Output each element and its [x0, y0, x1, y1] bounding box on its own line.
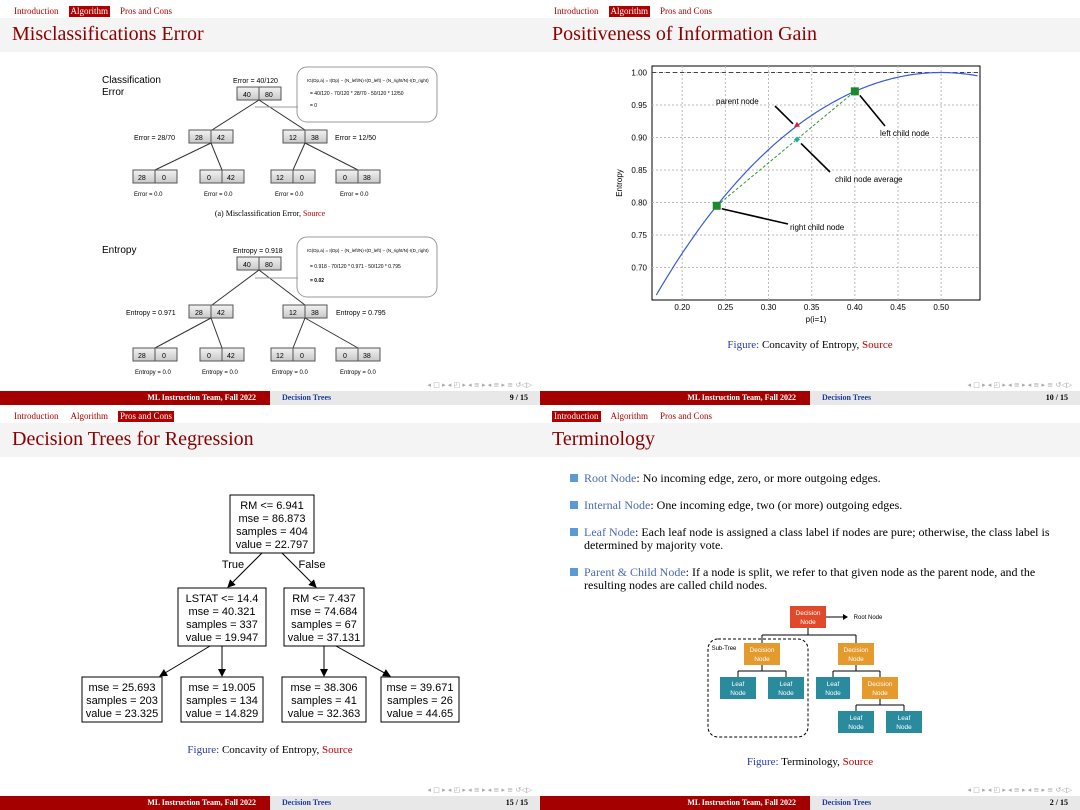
en-r-b: 38	[311, 310, 319, 317]
annot-right-child: right child node	[790, 223, 845, 232]
beamer-nav-symbols[interactable]: ◂ □ ▸ ◂ ◰ ▸ ◂ ≡ ▸ ◂ ≡ ▸ ≡ ↺◁▷	[967, 786, 1072, 794]
en-leaf1-a: 28	[138, 353, 146, 360]
y-tick-label: 0.80	[631, 198, 647, 208]
footer-topic: Decision Trees	[282, 393, 332, 402]
en-leaf2-a: 0	[207, 353, 211, 360]
slide-footer	[0, 796, 540, 810]
nav-algorithm[interactable]: Algorithm	[70, 5, 108, 16]
ce-formula-2: = 0	[310, 103, 318, 109]
ce-leaf3-err: Error = 0.0	[275, 192, 304, 198]
title-bar	[0, 18, 540, 52]
beamer-nav-symbols[interactable]: ◂ □ ▸ ◂ ◰ ▸ ◂ ≡ ▸ ◂ ≡ ▸ ≡ ↺◁▷	[427, 786, 532, 794]
nav-pros-cons[interactable]: Pros and Cons	[120, 5, 173, 16]
footer-topic: Decision Trees	[282, 798, 332, 807]
x-tick-label: 0.50	[933, 303, 949, 312]
y-tick-label: 1.00	[631, 68, 647, 78]
slide-nav	[552, 410, 714, 422]
ce-leaf2-err: Error = 0.0	[204, 192, 233, 198]
ce-r-a: 12	[289, 135, 297, 142]
leaf3-line-2: samples = 41	[291, 695, 357, 707]
leaf4-t2: Node	[848, 724, 864, 731]
leaf4-line-3: value = 44.65	[386, 708, 454, 720]
ce-label-1: Classification	[102, 75, 161, 86]
en-leaf3-b: 0	[300, 353, 304, 360]
nav-introduction[interactable]: Introduction	[554, 410, 599, 421]
root-line-1: RM <= 6.941	[240, 500, 304, 512]
en-leaf2-err: Entropy = 0.0	[202, 370, 238, 376]
leaf3-t2: Node	[825, 690, 841, 697]
leaf1-line-2: samples = 203	[86, 695, 158, 707]
leaf2-t2: Node	[778, 690, 794, 697]
y-tick-label: 0.75	[631, 231, 647, 240]
slide-title: Positiveness of Information Gain	[552, 23, 817, 45]
right-line-4: value = 37.131	[287, 632, 361, 644]
ce-leaf1-err: Error = 0.0	[134, 192, 163, 198]
beamer-nav-symbols[interactable]: ◂ □ ▸ ◂ ◰ ▸ ◂ ≡ ▸ ◂ ≡ ▸ ≡ ↺◁▷	[967, 381, 1072, 389]
annot-parent: parent node	[716, 97, 759, 106]
term-value: No incoming edge, zero, or more outgoing edges.	[642, 471, 881, 485]
y-tick-label: 0.85	[631, 166, 647, 175]
slide-nav	[12, 410, 174, 422]
leaf3-line-1: mse = 38.306	[290, 682, 358, 694]
ce-root-err: Error = 40/120	[233, 78, 278, 85]
title-bar	[540, 423, 1080, 457]
terminology-diagram	[540, 603, 1080, 743]
left-line-3: samples = 337	[186, 619, 258, 631]
ce-leaf1-b: 0	[162, 175, 166, 182]
chart-caption	[540, 339, 1080, 351]
term-key: Leaf Node	[584, 525, 635, 539]
x-tick-label: 0.35	[803, 303, 820, 312]
leaf3-t1: Leaf	[826, 681, 840, 688]
nav-algorithm[interactable]: Algorithm	[70, 410, 108, 421]
slide-terminology	[540, 405, 1080, 810]
leaf5-t2: Node	[896, 724, 912, 731]
nav-pros-cons[interactable]: Pros and Cons	[660, 5, 713, 16]
en-label: Entropy	[102, 245, 137, 256]
edge-false: False	[298, 559, 326, 571]
footer-topic: Decision Trees	[822, 393, 872, 402]
x-tick-label: 0.45	[890, 303, 906, 312]
leaf1-t1: Leaf	[731, 681, 745, 688]
nav-algorithm[interactable]: Algorithm	[610, 410, 648, 421]
y-axis-label: Entropy	[615, 169, 624, 197]
slide-nav	[12, 5, 174, 17]
caption-text: Concavity of Entropy,	[221, 744, 320, 756]
leaf5-t1: Leaf	[897, 715, 911, 722]
leaf3-line-3: value = 32.363	[287, 708, 361, 720]
caption-source[interactable]: Source	[862, 339, 893, 351]
caption-text: Terminology,	[781, 756, 840, 768]
slide-regression	[0, 405, 540, 810]
bullet-icon	[570, 501, 578, 509]
caption-text: Concavity of Entropy,	[761, 339, 860, 351]
root-dn-2: Node	[800, 619, 816, 626]
dn-left-2: Node	[754, 656, 770, 663]
term-key: Internal Node	[584, 498, 651, 512]
footer-page: 15 / 15	[505, 798, 528, 807]
subtree-label: Sub-Tree	[711, 646, 737, 652]
term-value: One incoming edge, two (or more) outgoing edges.	[656, 498, 903, 512]
slide-nav	[552, 5, 714, 17]
footer-author: ML Instruction Team, Fall 2022	[540, 391, 810, 405]
annot-left-child: left child node	[880, 129, 930, 138]
footer-page: 2 / 15	[1049, 798, 1068, 807]
en-leaf4-err: Entropy = 0.0	[340, 370, 376, 376]
slide-footer	[0, 391, 540, 405]
term-value: If a node is split, we refer to that given node as the parent node, and the resulting nodes are called child nodes.	[584, 565, 1036, 592]
en-root-a: 40	[243, 262, 251, 269]
ce-label-2: Error	[102, 87, 125, 98]
en-l-a: 28	[195, 310, 203, 317]
leaf2-t1: Leaf	[779, 681, 793, 688]
left-line-2: mse = 40.321	[188, 606, 256, 618]
ce-leaf3-a: 12	[276, 175, 284, 182]
dn-right-2: Node	[848, 656, 864, 663]
footer-author: ML Instruction Team, Fall 2022	[0, 391, 270, 405]
y-tick-label: 0.90	[631, 133, 647, 143]
en-leaf4-b: 38	[363, 353, 371, 360]
right-child-point	[713, 202, 721, 210]
ce-leaf4-a: 0	[343, 175, 347, 182]
x-tick-label: 0.40	[847, 303, 863, 312]
ce-root-b: 80	[265, 92, 273, 99]
right-line-3: samples = 67	[291, 619, 357, 631]
ce-l-a: 28	[195, 135, 203, 142]
left-line-4: value = 19.947	[185, 632, 259, 644]
leaf2-line-3: value = 14.829	[185, 708, 259, 720]
entropy-chart	[540, 60, 1080, 330]
plot-area	[652, 66, 980, 300]
regression-tree	[0, 490, 540, 730]
caption-source[interactable]: Source	[842, 756, 874, 768]
en-leaf1-b: 0	[162, 353, 166, 360]
leaf1-t2: Node	[730, 690, 746, 697]
ce-formula-1: = 40/120 - 70/120 * 28/70 - 50/120 * 12/50	[310, 91, 404, 97]
en-left-err: Entropy = 0.971	[126, 310, 176, 317]
ce-leaves	[133, 170, 380, 198]
bullet-icon	[570, 528, 578, 536]
en-leaf3-a: 12	[276, 353, 284, 360]
leaf2-line-1: mse = 19.005	[188, 682, 256, 694]
annot-child-avg: child node average	[835, 175, 903, 184]
slide-title: Misclassifications Error	[12, 23, 204, 45]
term-leaf-node: Leaf Node: Each leaf node is assigned a class label if nodes are pure; otherwise, the class label is determined by majority vote.	[570, 526, 1070, 552]
caption-source[interactable]: Source	[322, 744, 353, 756]
y-tick-label: 0.70	[631, 263, 647, 273]
bullet-icon	[570, 568, 578, 576]
en-root-b: 80	[265, 262, 273, 269]
dn-right-1: Decision	[843, 647, 869, 654]
x-axis-label: p(i=1)	[805, 315, 827, 324]
bullet-icon	[570, 474, 578, 482]
leaf4-t1: Leaf	[849, 715, 863, 722]
slide-title: Terminology	[552, 428, 656, 450]
leaf2-line-2: samples = 134	[186, 695, 258, 707]
en-root-err: Entropy = 0.918	[233, 248, 283, 255]
root-line-2: mse = 86.873	[238, 513, 306, 525]
slide-info-gain	[540, 0, 1080, 405]
footer-topic: Decision Trees	[822, 798, 872, 807]
en-right-err: Entropy = 0.795	[336, 310, 386, 317]
nav-introduction[interactable]: Introduction	[14, 5, 59, 16]
ce-leaf4-err: Error = 0.0	[340, 192, 369, 198]
en-r-a: 12	[289, 310, 297, 317]
en-leaf2-b: 42	[227, 353, 235, 360]
caption-figure: Figure:	[727, 339, 760, 351]
term-root-node: Root Node: No incoming edge, zero, or more outgoing edges.	[570, 472, 1070, 485]
x-tick-label: 0.20	[674, 303, 690, 312]
term-key: Parent & Child Node	[584, 565, 686, 579]
root-line-3: samples = 404	[236, 526, 308, 538]
left-child-point	[851, 87, 859, 95]
ce-leaf2-a: 0	[207, 175, 211, 182]
y-tick-label: 0.95	[631, 101, 647, 110]
term-value: Each leaf node is assigned a class label if nodes are pure; otherwise, the class label is determined by majority vote.	[584, 525, 1050, 552]
term-parent-child: Parent & Child Node: If a node is split, we refer to that given node as the parent node, and the resulting nodes are called child nodes.	[570, 566, 1070, 592]
ce-root-a: 40	[243, 92, 251, 99]
nav-pros-cons[interactable]: Pros and Cons	[660, 410, 713, 421]
en-formula-2: = 0.02	[310, 278, 325, 284]
ce-formula-head: IG(Dp,a) = I(Dp) − (N_left/N)·I(D_left) − (N_right/N)·I(D_right)	[307, 78, 429, 83]
left-line-1: LSTAT <= 14.4	[185, 593, 259, 605]
en-leaf4-a: 0	[343, 353, 347, 360]
root-line-4: value = 22.797	[235, 539, 309, 551]
leaf1-line-1: mse = 25.693	[88, 682, 156, 694]
title-bar	[540, 18, 1080, 52]
terminology-caption	[540, 756, 1080, 768]
term-key: Root Node	[584, 471, 637, 485]
caption-figure: Figure:	[187, 744, 220, 756]
nav-pros-cons[interactable]: Pros and Cons	[120, 410, 173, 421]
en-leaves	[133, 348, 380, 376]
slide-title: Decision Trees for Regression	[12, 428, 254, 450]
leaf1-line-3: value = 23.325	[85, 708, 159, 720]
ce-right-err: Error = 12/50	[335, 135, 377, 142]
edge-true: True	[221, 559, 245, 571]
right-line-2: mse = 74.684	[290, 606, 358, 618]
ce-leaf2-b: 42	[227, 175, 235, 182]
en-l-b: 42	[217, 310, 225, 317]
caption-figure: Figure:	[746, 756, 779, 768]
x-tick-label: 0.25	[717, 303, 734, 312]
ce-caption-text: (a) Misclassification Error,	[214, 209, 301, 218]
slide-footer	[540, 391, 1080, 405]
ce-leaf4-b: 38	[363, 175, 371, 182]
root-node-label: Root Node	[853, 615, 883, 621]
en-leaf3-err: Entropy = 0.0	[272, 370, 308, 376]
ce-caption	[0, 209, 540, 218]
ce-l-b: 42	[217, 135, 225, 142]
dn3-2: Node	[872, 690, 888, 697]
nav-introduction[interactable]: Introduction	[14, 410, 59, 421]
footer-page: 9 / 15	[509, 393, 528, 402]
tree-caption	[0, 744, 540, 756]
ce-caption-source[interactable]: Source	[302, 209, 326, 218]
footer-page: 10 / 15	[1045, 393, 1068, 402]
leaf4-line-1: mse = 39.671	[386, 682, 454, 694]
root-dn-1: Decision	[795, 610, 821, 617]
en-leaf1-err: Entropy = 0.0	[135, 370, 171, 376]
right-line-1: RM <= 7.437	[292, 593, 356, 605]
en-formula-head: IG(Dp,a) = I(Dp) − (N_left/N)·I(D_left) − (N_right/N)·I(D_right)	[307, 248, 429, 253]
tree-comparison-figure	[0, 60, 540, 390]
ce-left-err: Error = 28/70	[134, 135, 176, 142]
nav-introduction[interactable]: Introduction	[554, 5, 599, 16]
footer-author: ML Instruction Team, Fall 2022	[0, 796, 270, 810]
ce-leaf1-a: 28	[138, 175, 146, 182]
dn-left-1: Decision	[749, 647, 775, 654]
dn3-1: Decision	[867, 681, 893, 688]
en-formula-1: = 0.918 - 70/120 * 0.971 - 50/120 * 0.795	[310, 264, 401, 270]
term-internal-node: Internal Node: One incoming edge, two (or more) outgoing edges.	[570, 499, 1070, 512]
ce-r-b: 38	[311, 135, 319, 142]
x-tick-label: 0.30	[760, 303, 777, 312]
footer-author: ML Instruction Team, Fall 2022	[540, 796, 810, 810]
beamer-nav-symbols[interactable]: ◂ □ ▸ ◂ ◰ ▸ ◂ ≡ ▸ ◂ ≡ ▸ ≡ ↺◁▷	[427, 381, 532, 389]
nav-algorithm[interactable]: Algorithm	[610, 5, 648, 16]
title-bar	[0, 423, 540, 457]
ce-leaf3-b: 0	[300, 175, 304, 182]
slide-footer	[540, 796, 1080, 810]
slide-misclassification	[0, 0, 540, 405]
leaf4-line-2: samples = 26	[387, 695, 453, 707]
